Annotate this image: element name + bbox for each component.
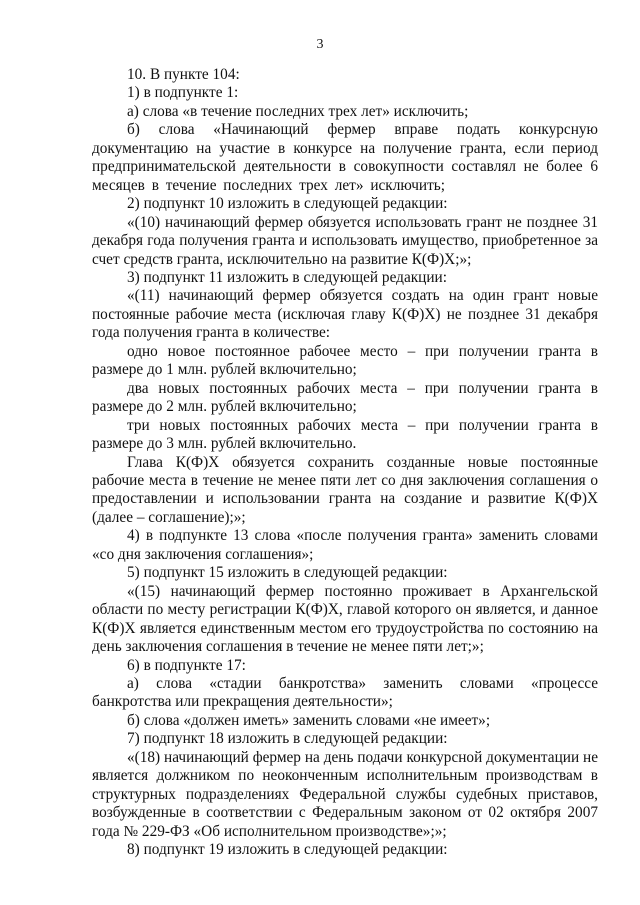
list-item: одно новое постоянное рабочее место – при получении гранта в размере до 1 млн. рублей включительно;	[92, 342, 598, 379]
quoted-paragraph: «(18) начинающий фермер на день подачи конкурсной документации не является должником по неоконченным исполнительным производствам в структурных подразделениях Федеральной службы судебных приставов, возбужденные в соответствии с Федеральным законом от 02 октября 2007 года № 229-ФЗ «Об исполнительном производстве»;»;	[92, 748, 598, 840]
document-body	[92, 66, 598, 859]
subitem-heading: 7) подпункт 18 изложить в следующей редакции:	[127, 730, 448, 748]
subitem-heading: 5) подпункт 15 изложить в следующей редакции:	[127, 564, 448, 582]
page-number: 3	[316, 37, 324, 52]
quoted-paragraph: «(15) начинающий фермер постоянно проживает в Архангельской области по месту регистрации К(Ф)Х, главой которого он является, и данное К(Ф)Х является единственным местом его трудоустройства по состоянию на день заключения соглашения в течение не менее пяти лет;»;	[92, 582, 598, 656]
paragraph: б) слова «должен иметь» заменить словами «не имеет»;	[127, 711, 491, 729]
paragraph: Глава К(Ф)Х обязуется сохранить созданные новые постоянные рабочие места в течение не менее пяти лет со дня заключения соглашения о предоставлении и использовании гранта на создание и развитие К(Ф)Х (далее – соглашение);»;	[92, 453, 598, 526]
paragraph: а) слова «в течение последних трех лет» исключить;	[127, 102, 469, 120]
subitem-heading: 3) подпункт 11 изложить в следующей редакции:	[127, 268, 447, 286]
paragraph: а) слова «стадии банкротства» заменить словами «процессе банкротства или прекращения деятельности»;	[92, 674, 598, 711]
quoted-paragraph: «(10) начинающий фермер обязуется использовать грант не позднее 31 декабря года получения гранта и использовать имущество, приобретенное за счет средств гранта, исключительно на развитие К(Ф)Х;»;	[92, 213, 598, 268]
subitem-heading: 6) в подпункте 17:	[127, 656, 246, 674]
subitem-heading: 1) в подпункте 1:	[127, 84, 239, 102]
section-heading: 10. В пункте 104:	[127, 66, 240, 83]
list-item: три новых постоянных рабочих места – при получении гранта в размере до 3 млн. рублей включительно.	[92, 416, 598, 453]
quoted-paragraph: «(11) начинающий фермер обязуется создать на один грант новые постоянные рабочие места (исключая главу К(Ф)Х) не позднее 31 декабря года получения гранта в количестве:	[92, 287, 598, 342]
subitem-heading: 2) подпункт 10 изложить в следующей редакции:	[127, 195, 448, 213]
paragraph: 4) в подпункте 13 слова «после получения гранта» заменить словами «со дня заключения соглашения»;	[92, 527, 598, 563]
list-item: два новых постоянных рабочих места – при получении гранта в размере до 2 млн. рублей включительно;	[92, 379, 598, 416]
paragraph: б) слова «Начинающий фермер вправе подать конкурсную документацию на участие в конкурсе на получение гранта, если период предпринимательской деятельности в совокупности составлял не более 6 месяцев в течение последних трех лет» исключить;	[92, 121, 598, 194]
subitem-heading: 8) подпункт 19 изложить в следующей редакции:	[127, 841, 448, 859]
